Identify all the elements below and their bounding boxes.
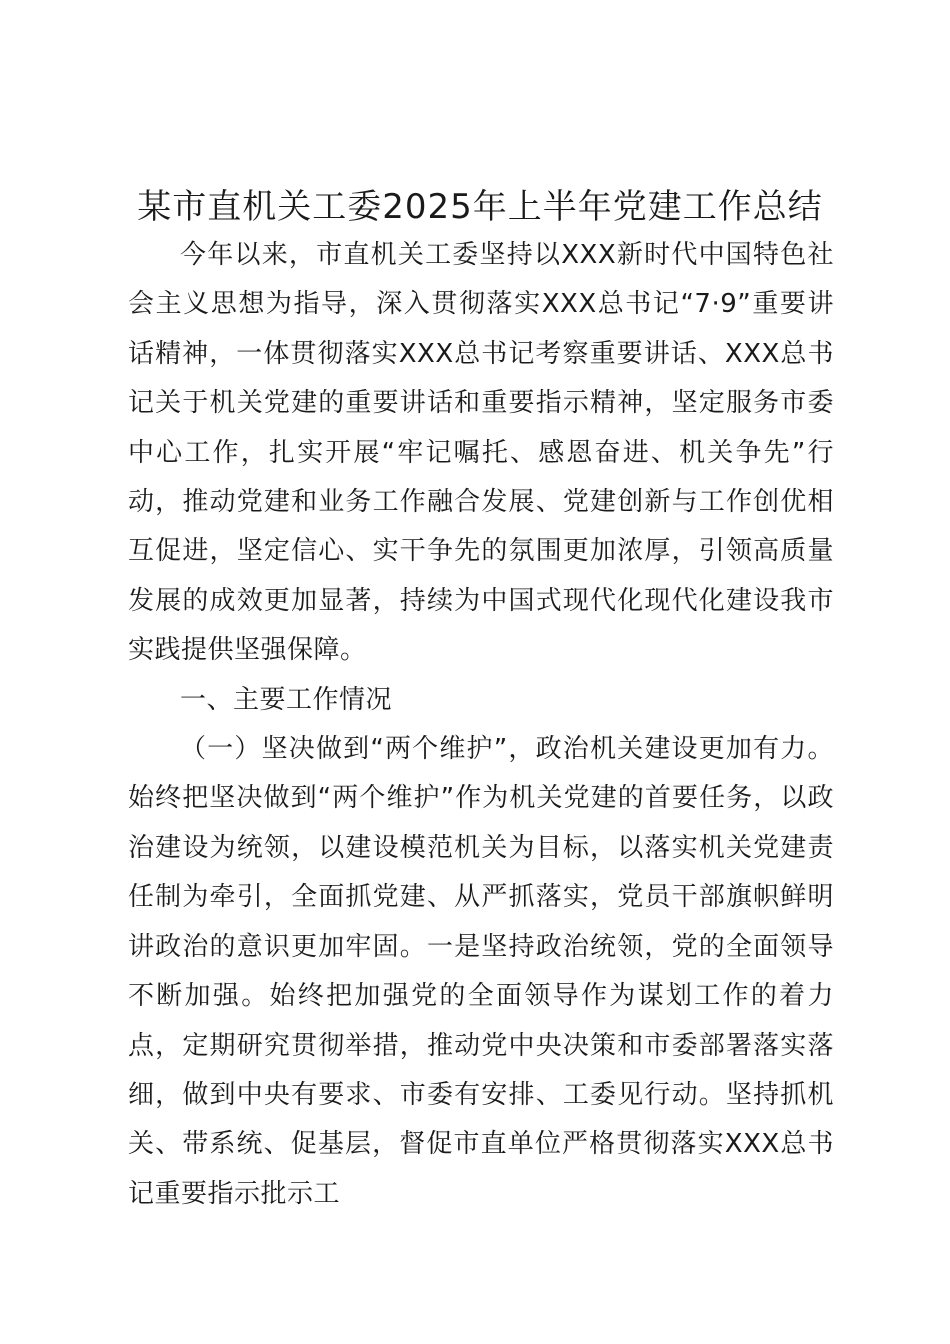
intro-paragraph: 今年以来，市直机关工委坚持以XXX新时代中国特色社会主义思想为指导，深入贯彻落实XXX总书记“7·9”重要讲话精神，一体贯彻落实XXX总书记考察重要讲话、XXX总书记关于机关党建的重要讲话和重要指示精神，坚定服务市委中心工作，扎实开展“牢记嘱托、感恩奋进、机关争先”行动，推动党建和业务工作融合发展、党建创新与工作创优相互促进，坚定信心、实干争先的氛围更加浓厚，引领高质量发展的成效更加显著，持续为中国式现代化现代化建设我市实践提供坚强保障。 [128,240,834,666]
document-body [128,231,834,1219]
subsection-paragraph: （一）坚决做到“两个维护”，政治机关建设更加有力。始终把坚决做到“两个维护”作为机关党建的首要任务，以政治建设为统领，以建设模范机关为目标，以落实机关党建责任制为牵引，全面抓党建、从严抓落实，党员干部旗帜鲜明讲政治的意识更加牢固。一是坚持政治统领，党的全面领导不断加强。始终把加强党的全面领导作为谋划工作的着力点，定期研究贯彻举措，推动党中央决策和市委部署落实落细，做到中央有要求、市委有安排、工委见行动。坚持抓机关、带系统、促基层，督促市直单位严格贯彻落实XXX总书记重要指示批示工 [128,734,834,1209]
document-title: 某市直机关工委2025年上半年党建工作总结 [137,187,823,227]
section-heading: 一、主要工作情况 [180,684,393,715]
